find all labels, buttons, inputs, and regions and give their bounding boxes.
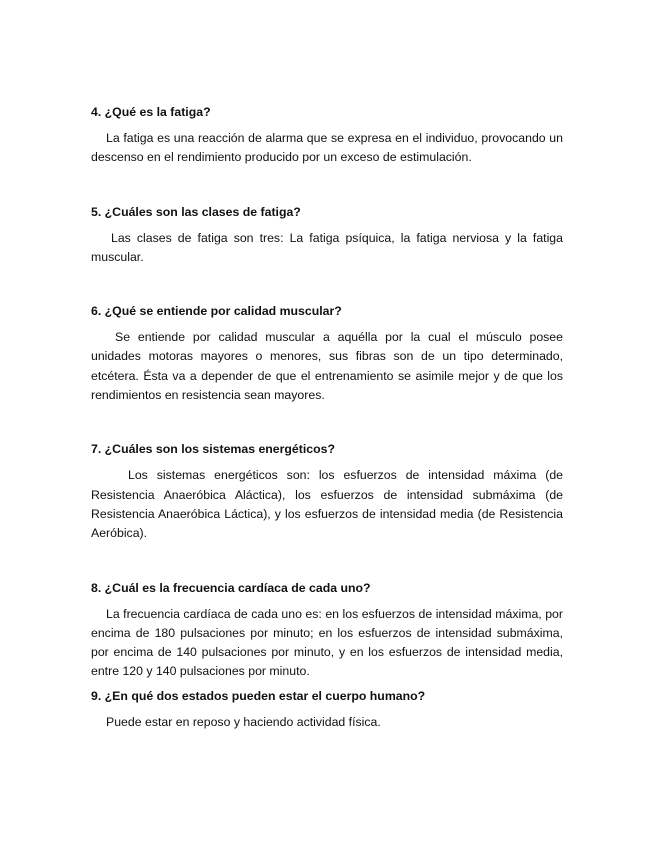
qa-section-6	[91, 303, 563, 405]
question-heading: 5. ¿Cuáles son las clases de fatiga?	[91, 204, 301, 219]
question-heading: 4. ¿Qué es la fatiga?	[91, 105, 211, 119]
qa-section-9	[91, 688, 563, 732]
answer-paragraph: La fatiga es una reacción de alarma que se expresa en el individuo, provocando un descenso en el rendimiento producido por un exceso de estimulación.	[91, 131, 563, 165]
answer-paragraph: La frecuencia cardíaca de cada uno es: en los esfuerzos de intensidad máxima, por encima de 180 pulsaciones por minuto; en los esfuerzos de intensidad submáxima, por encima de 140 pulsaciones por minuto, y en los esfuerzos de intensidad media, entre 120 y 140 pulsaciones por minuto.	[91, 606, 563, 679]
answer-paragraph: Puede estar en reposo y haciendo actividad física.	[106, 714, 381, 729]
answer-paragraph: Los sistemas energéticos son: los esfuerzos de intensidad máxima (de Resistencia Anaeróbica Aláctica), los esfuerzos de intensidad submáxima (de Resistencia Anaeróbica Láctica), y los esfuerzos de intensidad media (de Resistencia Aeróbica).	[91, 468, 563, 541]
question-heading: 8. ¿Cuál es la frecuencia cardíaca de cada uno?	[91, 580, 371, 595]
question-heading: 6. ¿Qué se entiende por calidad muscular?	[91, 304, 342, 319]
qa-section-8	[91, 580, 563, 682]
answer-paragraph: Las clases de fatiga son tres: La fatiga psíquica, la fatiga nerviosa y la fatiga muscular.	[91, 230, 563, 264]
document-page	[91, 104, 563, 732]
qa-section-7	[91, 441, 563, 543]
answer-paragraph: Se entiende por calidad muscular a aquélla por la cual el músculo posee unidades motoras mayores o menores, sus fibras son de un tipo determinado, etcétera. Ésta va a depender de que el entrenamiento se asimile mejor y de que los rendimientos en resistencia sean mayores.	[91, 330, 563, 403]
qa-section-4	[91, 104, 563, 168]
question-heading: 9. ¿En qué dos estados pueden estar el cuerpo humano?	[91, 688, 426, 703]
question-heading: 7. ¿Cuáles son los sistemas energéticos?	[91, 442, 335, 457]
qa-section-5	[91, 204, 563, 268]
